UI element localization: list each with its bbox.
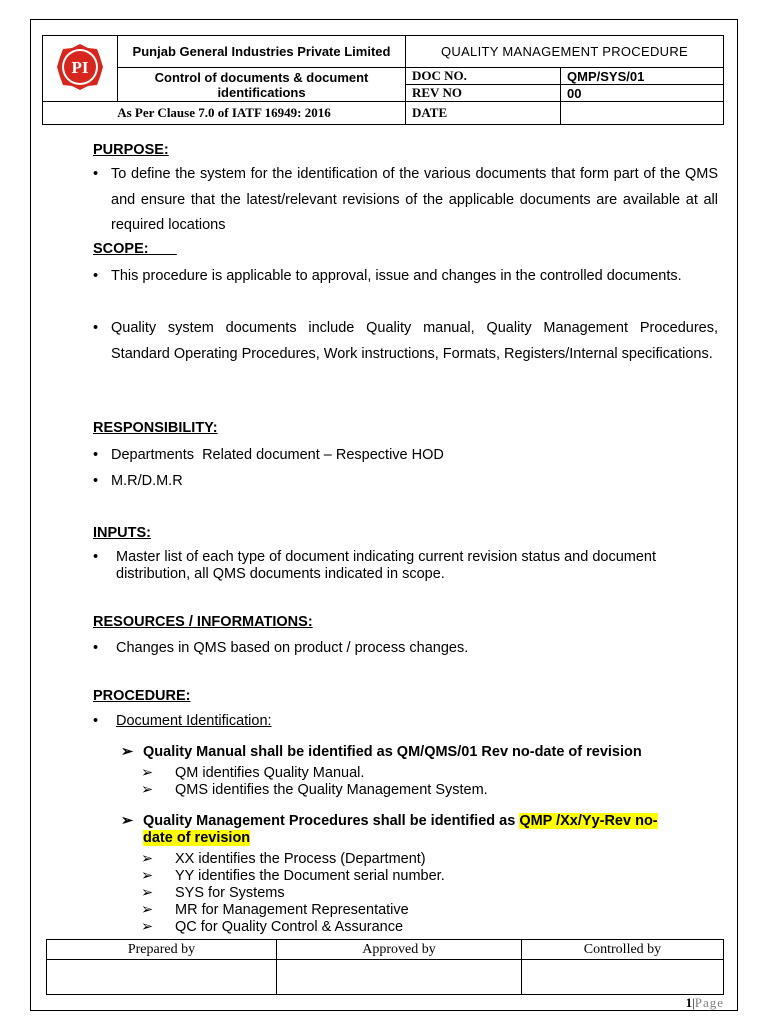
inputs-heading: INPUTS:: [93, 525, 151, 541]
arrow-icon: ➢: [141, 782, 154, 798]
list-item: • Master list of each type of document indicating current revision status and document distribution, all QMS documents indicated in scope.: [93, 549, 657, 582]
rev-no-label: REV NO: [406, 85, 561, 102]
prepared-by-label: Prepared by: [47, 940, 277, 960]
arrow-icon: ➢: [121, 744, 134, 760]
company-name: Punjab General Industries Private Limited: [118, 36, 406, 68]
qm-identification-line: ➢ Quality Manual shall be identified as QM/QMS/01 Rev no-date of revision: [121, 744, 642, 760]
responsibility-heading: RESPONSIBILITY:: [93, 420, 218, 436]
purpose-heading: PURPOSE:: [93, 142, 169, 158]
list-item: ➢ MR for Management Representative: [141, 902, 409, 918]
prepared-by-signature: [47, 960, 277, 995]
bullet-icon: •: [93, 268, 99, 284]
company-logo: [55, 42, 105, 92]
bullet-icon: •: [93, 320, 99, 336]
date-value: [561, 102, 724, 125]
bullet-icon: •: [93, 549, 99, 565]
procedure-title: QUALITY MANAGEMENT PROCEDURE: [406, 36, 724, 68]
bullet-icon: •: [93, 473, 99, 489]
controlled-by-label: Controlled by: [522, 940, 724, 960]
list-item: • This procedure is applicable to approval, issue and changes in the controlled documents.: [93, 264, 718, 290]
logo-cell: [43, 36, 118, 102]
doc-no-value: QMP/SYS/01: [561, 68, 724, 85]
clause-reference: As Per Clause 7.0 of IATF 16949: 2016: [43, 102, 406, 125]
controlled-by-signature: [522, 960, 724, 995]
document-subject: Control of documents & document identifications: [118, 68, 406, 102]
arrow-icon: ➢: [141, 902, 154, 918]
list-item: • To define the system for the identification of the various documents that form part of the QMS and ensure that the latest/relevant revisions of the applicable documents are available at all required locations: [93, 162, 718, 239]
list-item: • Changes in QMS based on product / process changes.: [93, 640, 469, 656]
bullet-icon: •: [93, 447, 99, 463]
list-item: ➢ QM identifies Quality Manual.: [141, 765, 365, 781]
qmp-identification-line: ➢ Quality Management Procedures shall be identified as QMP /Xx/Yy-Rev no- date of revision: [121, 813, 658, 846]
list-item: ➢ XX identifies the Process (Department): [141, 851, 426, 867]
arrow-icon: ➢: [141, 765, 154, 781]
doc-no-label: DOC NO.: [406, 68, 561, 85]
arrow-icon: ➢: [141, 919, 154, 935]
list-item: • Departments Related document – Respective HOD: [93, 443, 718, 469]
arrow-icon: ➢: [121, 813, 134, 829]
approved-by-label: Approved by: [277, 940, 522, 960]
page-number: 1|Page: [685, 995, 724, 1010]
signature-table: [46, 939, 724, 995]
document-header-table: [42, 35, 724, 125]
bullet-icon: •: [93, 713, 99, 729]
list-item: ➢ QMS identifies the Quality Management System.: [141, 782, 488, 798]
arrow-icon: ➢: [141, 851, 154, 867]
list-item: ➢ QC for Quality Control & Assurance: [141, 919, 404, 935]
arrow-icon: ➢: [141, 868, 154, 884]
date-label: DATE: [406, 102, 561, 125]
bullet-icon: •: [93, 640, 99, 656]
resources-heading: RESOURCES / INFORMATIONS:: [93, 614, 313, 630]
bullet-icon: •: [93, 166, 99, 182]
logo-text: PI: [71, 58, 89, 77]
procedure-heading: PROCEDURE:: [93, 688, 191, 704]
scope-heading: SCOPE:: [93, 241, 149, 257]
rev-no-value: 00: [561, 85, 724, 102]
list-item: • Document Identification:: [93, 713, 272, 729]
arrow-icon: ➢: [141, 885, 154, 901]
list-item: ➢ YY identifies the Document serial number.: [141, 868, 445, 884]
list-item: • M.R/D.M.R: [93, 469, 718, 495]
approved-by-signature: [277, 960, 522, 995]
list-item: ➢ SYS for Systems: [141, 885, 285, 901]
list-item: • Quality system documents include Quality manual, Quality Management Procedures, Standard Operating Procedures, Work instructions, Formats, Registers/Internal specifications.: [93, 316, 718, 367]
